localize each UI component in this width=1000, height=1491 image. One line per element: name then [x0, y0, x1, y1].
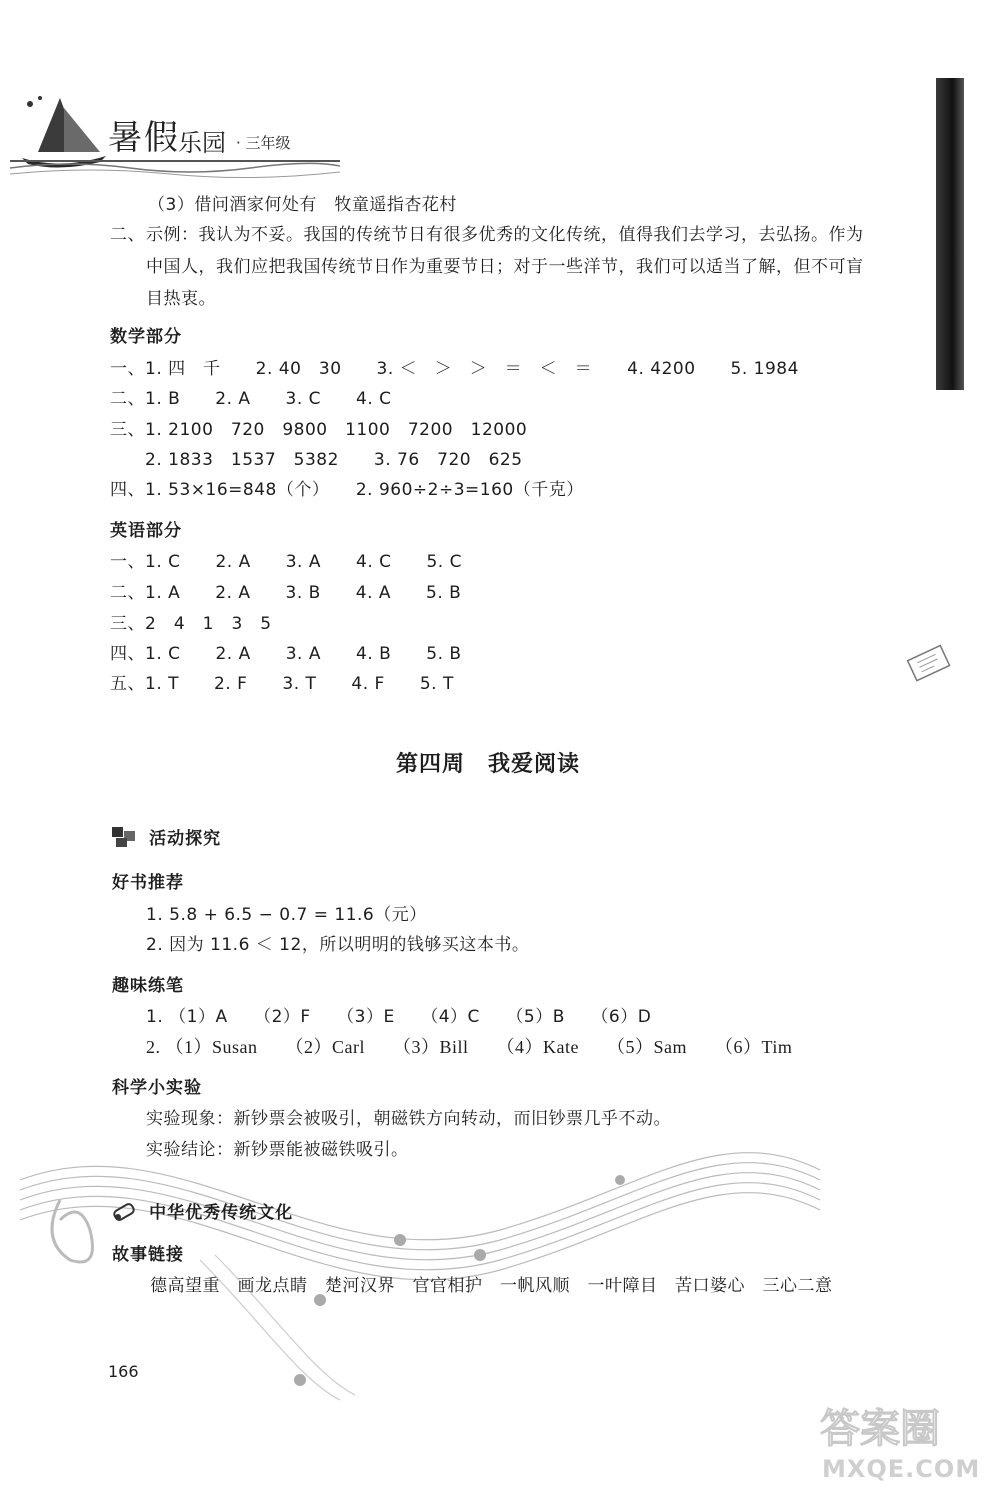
book-heading: 好书推荐: [112, 873, 184, 893]
activity-heading: 活动探究: [149, 829, 222, 849]
activity-section-header: [110, 824, 221, 849]
watermark-text: MXQE.COM: [822, 1455, 981, 1483]
header-grade: · 三年级: [236, 134, 291, 152]
science-line: 实验结论：新钞票能被磁铁吸引。: [146, 1140, 409, 1160]
writing-line-2: 2. （1）Susan （2）Carl （3）Bill （4）Kate （5）Sam （6）Tim: [146, 1037, 793, 1057]
page-number: 166: [108, 1362, 139, 1381]
math-line: 三、1. 2100 720 9800 1100 7200 12000: [110, 420, 528, 440]
math-line: 一、1. 四 千 2. 40 30 3. ＜ ＞ ＞ ＝ ＜ ＝ 4. 4200 5. 1984: [110, 359, 799, 379]
book-line: 2. 因为 11.6 ＜ 12，所以明明的钱够买这本书。: [146, 935, 530, 955]
culture-heading: 中华优秀传统文化: [149, 1203, 294, 1223]
chinese-q2-line: 目热衷。: [146, 289, 216, 309]
story-heading: 故事链接: [112, 1245, 184, 1265]
chinese-q2-label: 二、: [110, 225, 145, 245]
week-title: 第四周 我爱阅读: [396, 752, 581, 777]
page-edge-shadow: [936, 78, 964, 390]
svg-text:答案圈: 答案圈: [820, 1406, 940, 1452]
book-line: 1. 5.8 + 6.5 − 0.7 = 11.6（元）: [146, 905, 427, 925]
english-line: 一、1. C 2. A 3. A 4. C 5. C: [110, 552, 462, 572]
header-subtitle: 乐园: [178, 129, 226, 157]
science-heading: 科学小实验: [112, 1078, 202, 1098]
header-rule: [10, 160, 340, 162]
english-heading: 英语部分: [110, 521, 182, 541]
writing-heading: 趣味练笔: [112, 976, 184, 996]
english-line: 五、1. T 2. F 3. T 4. F 5. T: [110, 674, 454, 694]
chinese-line-1: （3）借问酒家何处有 牧童遥指杏花村: [148, 195, 457, 215]
culture-section-header: [110, 1198, 293, 1223]
chinese-q2-line: 示例：我认为不妥。我国的传统节日有很多优秀的文化传统，值得我们去学习，去弘扬。作为: [146, 225, 864, 245]
science-line: 实验现象：新钞票会被吸引，朝磁铁方向转动，而旧钞票几乎不动。: [146, 1109, 671, 1129]
story-line: 德高望重 画龙点睛 楚河汉界 官官相护 一帆风顺 一叶障目 苦口婆心 三心二意: [150, 1276, 833, 1296]
writing-line-1: 1. （1）A （2）F （3）E （4）C （5）B （6）D: [146, 1007, 652, 1027]
math-line: 二、1. B 2. A 3. C 4. C: [110, 389, 392, 409]
puzzle-icon: [110, 825, 138, 849]
english-line: 三、2 4 1 3 5: [110, 614, 272, 634]
math-line: 2. 1833 1537 5382 3. 76 720 625: [110, 450, 523, 470]
math-line: 四、1. 53×16=848（个） 2. 960÷2÷3=160（千克）: [110, 480, 584, 500]
ticket-stamp-icon: [905, 640, 953, 692]
scroll-icon: [110, 1199, 138, 1223]
english-line: 四、1. C 2. A 3. A 4. B 5. B: [110, 644, 462, 664]
english-line: 二、1. A 2. A 3. B 4. A 5. B: [110, 583, 462, 603]
math-heading: 数学部分: [110, 327, 182, 347]
header-title: 暑假: [108, 118, 180, 158]
chinese-q2-line: 中国人，我们应把我国传统节日作为重要节日；对于一些洋节，我们可以适当了解，但不可盲: [146, 257, 864, 277]
